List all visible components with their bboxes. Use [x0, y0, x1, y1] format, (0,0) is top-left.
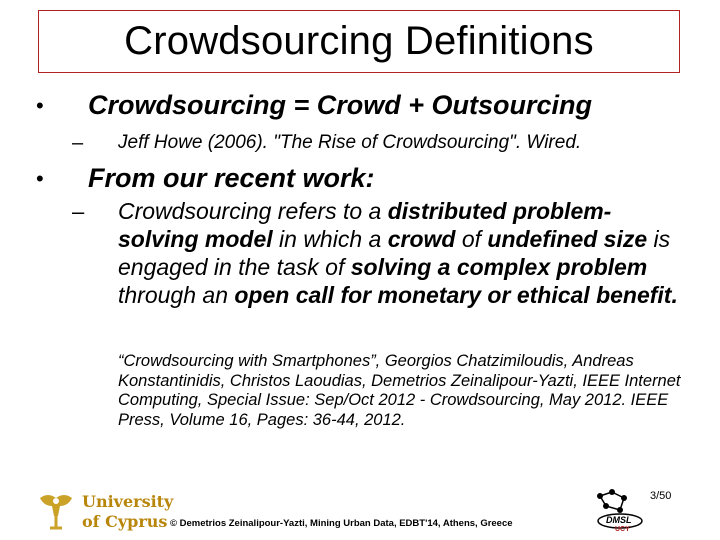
definition-emphasis: solving a complex problem: [350, 254, 648, 280]
ucy-label: UCY: [615, 526, 630, 533]
sub-bullet-2-dash: –: [72, 199, 85, 224]
university-name-line-2: of Cyprus: [82, 512, 168, 531]
page-number: 3/50: [650, 490, 672, 502]
definition-segment: of: [455, 226, 488, 252]
bullet-1-text: Crowdsourcing = Crowd + Outsourcing: [88, 90, 593, 120]
bullet-2-marker: •: [36, 166, 44, 191]
definition-emphasis: undefined size: [487, 226, 648, 252]
definition-emphasis: open call for monetary or ethical benefit.: [234, 282, 678, 308]
sub-bullet-1-dash: –: [72, 132, 84, 154]
footer-copyright: © Demetrios Zeinalipour-Yazti, Mining Urban Data, EDBT'14, Athens, Greece: [170, 518, 513, 529]
slide-title: Crowdsourcing Definitions: [124, 19, 594, 63]
bullet-1-marker: •: [36, 93, 44, 118]
definition-segment: is engaged in the task of: [118, 226, 671, 280]
university-name-line-1: University: [82, 492, 174, 511]
citation-text: “Crowdsourcing with Smartphones”, Georgios Chatzimiloudis, Andreas Konstantinidis, Christos Laoudias, Demetrios Zeinalipour-Yazti, IEEE Internet Computing, Special Issue: Sep/Oct 2012 - Crowdsourcing, May 2012. IEEE Press, Volume 16, Pages: 36-44, 2012.: [118, 352, 681, 429]
title-box: [38, 10, 680, 73]
definition-segment: in which a: [272, 226, 388, 252]
bullet-2-text: From our recent work:: [88, 163, 375, 193]
definition-emphasis: distributed problem-solving model: [118, 198, 612, 252]
definition-segment: Crowdsourcing refers to a: [118, 198, 388, 224]
university-of-cyprus-logo: [30, 490, 230, 536]
cyclamen-emblem-icon: [34, 492, 78, 532]
dmsl-label: DMSL: [606, 515, 632, 525]
sub-bullet-1-text: Jeff Howe (2006). "The Rise of Crowdsourcing". Wired.: [118, 132, 582, 153]
definition-emphasis: crowd: [387, 226, 456, 252]
definition-text: [118, 197, 688, 309]
definition-segment: through an: [118, 282, 235, 308]
